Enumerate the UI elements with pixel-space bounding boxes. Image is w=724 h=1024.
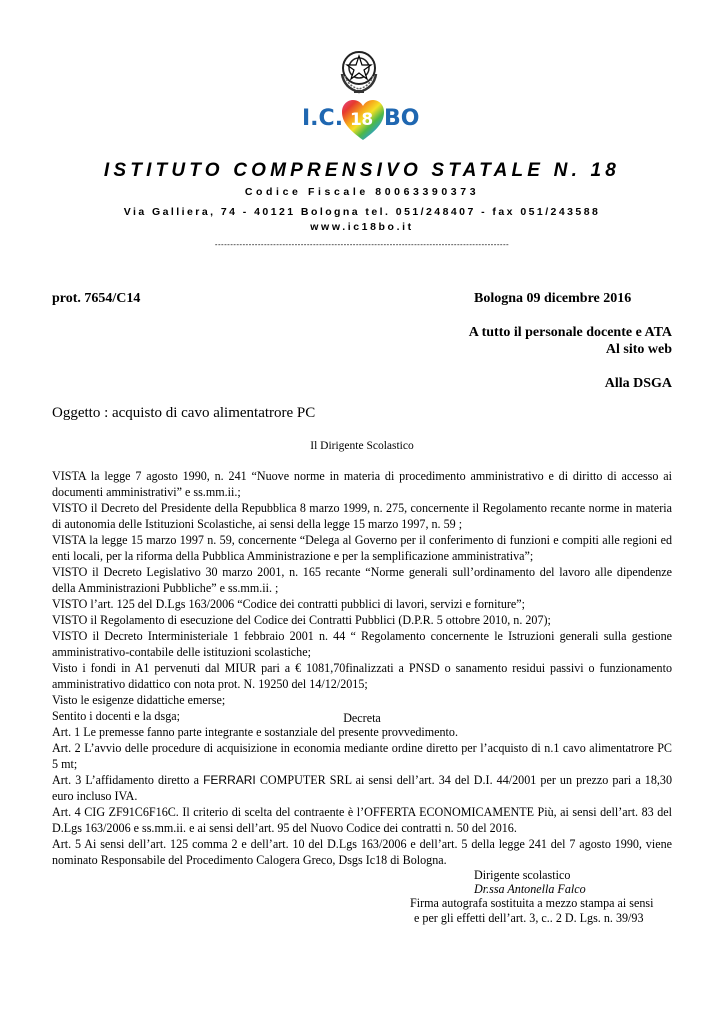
article-3 bbox=[52, 772, 672, 804]
address-line: Via Galliera, 74 - 40121 Bologna tel. 051/248407 - fax 051/243588 bbox=[123, 206, 601, 218]
italian-republic-emblem bbox=[336, 46, 382, 96]
recipient-staff: A tutto il personale docente e ATA bbox=[468, 325, 672, 340]
letter-date: Bologna 09 dicembre 2016 bbox=[474, 291, 632, 306]
article-1: Art. 1 Le premesse fanno parte integrante e sostanziale del presente provvedimento. bbox=[52, 725, 458, 739]
signature-note-line-1: Firma autografa sostituita a mezzo stampa ai sensi bbox=[410, 896, 654, 910]
school-logo bbox=[300, 100, 424, 146]
recipient-website: Al sito web bbox=[605, 342, 672, 357]
issuer-label: Il Dirigente Scolastico bbox=[310, 440, 414, 452]
premise-paragraph: Visto i fondi in A1 pervenuti dal MIUR pari a € 1081,70finalizzati a PNSD o sanamento residui passivi o funzionamento amministrativo didattico con nota prot. N. 19250 del 14/12/2015; bbox=[52, 661, 672, 691]
premise-paragraph: VISTO il Decreto del Presidente della Repubblica 8 marzo 1999, n. 275, concernente il Regolamento recante norme in materia di autonomia delle Istituzioni Scolastiche, ai sensi della legge 15 marzo 1997, n. 59 ; bbox=[52, 501, 672, 531]
website: www.ic18bo.it bbox=[310, 221, 414, 233]
premise-paragraph: Sentito i docenti e la dsga; bbox=[52, 709, 180, 723]
logo-right-text: BO bbox=[384, 106, 420, 131]
institute-title: ISTITUTO COMPRENSIVO STATALE N. 18 bbox=[103, 160, 621, 181]
signatory-name: Dr.ssa Antonella Falco bbox=[474, 882, 586, 896]
logo-number: 18 bbox=[350, 110, 373, 130]
premise-paragraph: VISTA la legge 7 agosto 1990, n. 241 “Nuove norme in materia di procedimento amministrativo e di diritto di accesso ai documenti amministrativi” e ss.mm.ii.; bbox=[52, 469, 672, 499]
recipient-dsga: Alla DSGA bbox=[604, 376, 672, 391]
article-4: Art. 4 CIG ZF91C6F16C. Il criterio di scelta del contraente è l’OFFERTA ECONOMICAMENTE Più, ai sensi dell’art. 83 del D.Lgs 163/2006 e ss.mm.ii. e ai sensi dell’art. 95 del Nuovo Codice dei contratti n. 50 del 2016. bbox=[52, 805, 672, 835]
supplier-name: FERRARI bbox=[203, 773, 256, 787]
article-2: Art. 2 L’avvio delle procedure di acquisizione in economia mediante ordine diretto per l’acquisto di n.1 cavo alimentatrore PC 5 mt; bbox=[52, 741, 672, 771]
signatory-role: Dirigente scolastico bbox=[474, 868, 571, 882]
premises-section bbox=[52, 468, 672, 724]
articles-section bbox=[52, 724, 672, 868]
signature-note-line-2: e per gli effetti dell’art. 3, c.. 2 D. Lgs. n. 39/93 bbox=[414, 911, 644, 925]
article-3-text-end: COMPUTER SRL ai sensi dell’art. 34 del D.I. 44/2001 per un prezzo pari a 18,30 euro incluso IVA. bbox=[52, 773, 672, 803]
article-5: Art. 5 Ai sensi dell’art. 125 comma 2 e dell’art. 10 del D.Lgs 163/2006 e dell’art. 5 della legge 241 del 7 agosto 1990, viene nominato Responsabile del Procedimento Calogera Greco, Dsgs Ic18 di Bologna. bbox=[52, 837, 672, 867]
logo-left-text: I.C. bbox=[302, 106, 344, 131]
premise-paragraph: VISTO il Regolamento di esecuzione del Codice dei Contratti Pubblici (D.P.R. 5 ottobre 2010, n. 207); bbox=[52, 613, 551, 627]
premise-paragraph: VISTO il Decreto Legislativo 30 marzo 2001, n. 165 recante “Norme generali sull’ordinamento del lavoro alle dipendenze della Amministrazioni Pubbliche” e ss.mm.ii. ; bbox=[52, 565, 672, 595]
premise-paragraph: Visto le esigenze didattiche emerse; bbox=[52, 693, 226, 707]
header-separator: ------------------------------------------------------------------------------------------------ bbox=[214, 240, 510, 249]
premise-paragraph: VISTA la legge 15 marzo 1997 n. 59, concernente “Delega al Governo per il conferimento di funzioni e compiti alle regioni ed enti locali, per la riforma della Pubblica Amministrazione e per la semplificazione amministrativa”; bbox=[52, 533, 672, 563]
subject-line: Oggetto : acquisto di cavo alimentatrore PC bbox=[52, 405, 316, 421]
premise-paragraph: VISTO il Decreto Interministeriale 1 febbraio 2001 n. 44 “ Regolamento concernente le Istruzioni generali sulla gestione amministrativo-contabile delle istituzioni scolastiche; bbox=[52, 629, 672, 659]
article-3-text-start: Art. 3 L’affidamento diretto a bbox=[52, 773, 204, 787]
premise-paragraph: VISTO l’art. 125 del D.Lgs 163/2006 “Codice dei contratti pubblici di lavori, servizi e forniture”; bbox=[52, 597, 525, 611]
protocol-number: prot. 7654/C14 bbox=[52, 291, 141, 306]
decreta-heading: Decreta bbox=[343, 711, 381, 725]
tax-code: Codice Fiscale 80063390373 bbox=[244, 186, 480, 198]
